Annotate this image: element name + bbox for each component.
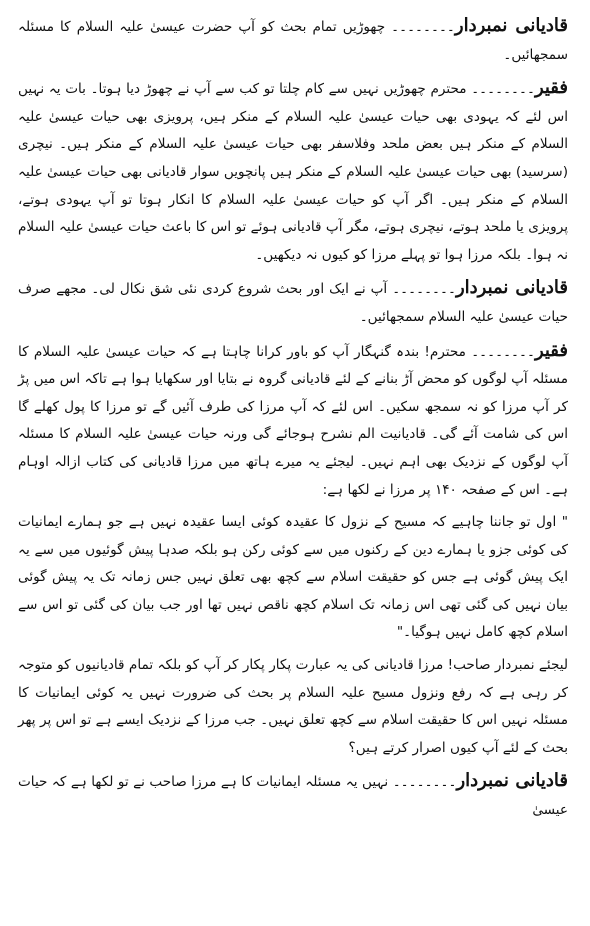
paragraph-text: " اول تو جاننا چاہیے کہ مسیح کے نزول کا عقیدہ کوئی ایسا عقیدہ نہیں ہے جو ہمارے ایمانیات کی کوئی جزو یا ہمارے دین کے رکنوں میں سے کوئی رکن ہو بلکہ صدہا پیش گوئیوں میں سے یہ ایک پیش گوئی ہے جس کو حقیقت اسلام سے کچھ بھی تعلق نہیں جس زمانہ تک یہ پیش گوئی بیان نہیں کی گئی تھی اس زمانہ تک اسلام کچھ ناقص نہیں تھا اور جب بیان کی گئی تو اس سے اسلام کچھ کامل نہیں ہوگیا۔": [18, 514, 568, 641]
speaker-name: قادیانی نمبردار: [456, 770, 568, 792]
dialogue-paragraph: [18, 12, 568, 69]
speaker-name: قادیانی نمبردار: [455, 277, 568, 299]
speaker-name: فقیر: [534, 339, 569, 361]
speaker-name: قادیانی نمبردار: [454, 15, 568, 36]
paragraph-text: چھوڑیں تمام بحث کو آپ حضرت عیسیٰ علیہ السلام کا مسئلہ سمجھائیں۔: [18, 19, 568, 63]
speaker-separator: ۔۔۔۔۔۔۔۔: [391, 19, 455, 35]
speaker-name: فقیر: [534, 77, 569, 99]
dialogue-paragraph: [18, 767, 568, 824]
dialogue-paragraph: [18, 274, 568, 331]
paragraph-text: آپ نے ایک اور بحث شروع کردی نئی شق نکال لی۔ مجھے صرف حیات عیسیٰ علیہ السلام سمجھائیں۔: [18, 281, 568, 325]
speaker-separator: ۔۔۔۔۔۔۔۔: [471, 343, 535, 360]
narration-paragraph: [18, 652, 568, 762]
speaker-separator: ۔۔۔۔۔۔۔۔: [392, 281, 456, 298]
paragraph-text: محترم چھوڑیں نہیں سے کام چلتا تو کب سے آپ نے چھوڑ دیا ہوتا۔ بات یہ نہیں اس لئے کہ یہودی بھی حیات عیسیٰ علیہ السلام کے منکر ہیں، پرویزی بھی حیات عیسیٰ علیہ السلام کے منکر ہیں بعض ملحد وفلاسفر بھی حیات عیسیٰ علیہ السلام کے منکر ہیں۔ نیچری (سرسید) بھی حیات عیسیٰ علیہ السلام کے منکر ہیں پانچویں سوار قادیانی بھی حیات عیسیٰ علیہ السلام کے منکر ہیں۔ اگر آپ کو حیات عیسیٰ علیہ السلام کا انکار ہوتا تو آپ یہودی ہوتے، پرویزی یا ملحد ہوتے، نیچری ہوتے، مگر آپ قادیانی ہوئے تو اس کا باعث حیات عیسیٰ علیہ السلام نہ ہوا۔ بلکہ مرزا ہوا تو پہلے مرزا کو کیوں نہ دیکھیں۔: [18, 81, 568, 263]
dialogue-paragraph: [18, 74, 568, 269]
paragraph-text: لیجئے نمبردار صاحب! مرزا قادیانی کی یہ عبارت پکار پکار کر آپ کو بلکہ تمام قادیانیوں کو متوجہ کر رہی ہے کہ رفع ونزول مسیح علیہ السلام پر بحث کی ضرورت نہیں یہ کوئی ایمانیات کا مسئلہ نہیں اس کا حقیقت اسلام سے کچھ تعلق نہیں۔ جب مرزا کے نزدیک ایسے ہے تو اس پر پھر بحث کے لئے آپ کیوں اصرار کرتے ہیں؟: [18, 657, 568, 756]
speaker-separator: ۔۔۔۔۔۔۔۔: [471, 81, 535, 98]
paragraph-text: محترم! بندہ گنہگار آپ کو باور کرانا چاہتا ہے کہ حیات عیسیٰ علیہ السلام کا مسئلہ آپ لوگوں کو محض آڑ بنانے کے لئے قادیانی گروہ نے بتایا اور سکھایا ہوا ہے تاکہ اس میں پڑ کر آپ مرزا کو نہ سمجھ سکیں۔ اس لئے کہ آپ مرزا کی طرف آئیں گے تو مرزا کا پول کھلے گا اس کی شامت آئے گی۔ قادیانیت الم نشرح ہوجائے گی ورنہ حیات عیسیٰ علیہ السلام کا مسئلہ آپ لوگوں کے نزدیک بھی اہم نہیں۔ لیجئے یہ میرے ہاتھ میں مرزا قادیانی کی کتاب ازالہ اوہام ہے۔ اس کے صفحہ ۱۴۰ پر مرزا نے لکھا ہے:: [18, 343, 568, 498]
quoted-passage: [18, 509, 568, 647]
paragraph-text: نہیں یہ مسئلہ ایمانیات کا ہے مرزا صاحب نے تو لکھا ہے کہ حیات عیسیٰ: [18, 774, 568, 819]
speaker-separator: ۔۔۔۔۔۔۔۔: [392, 774, 457, 791]
dialogue-paragraph: [18, 337, 568, 505]
